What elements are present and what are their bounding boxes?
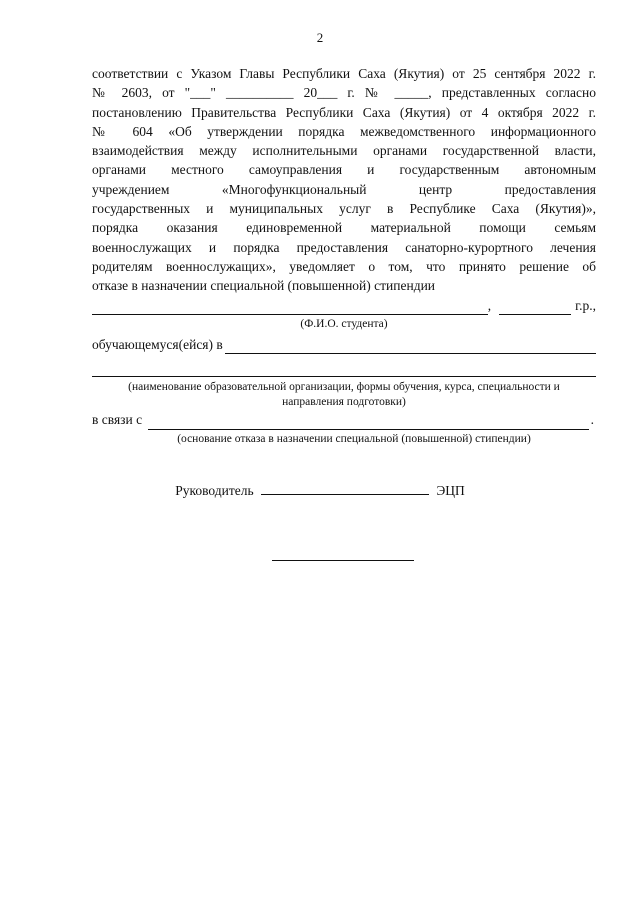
notice-paragraph [92, 64, 596, 296]
birth-year-suffix: г.р., [575, 297, 596, 313]
signature-block [0, 480, 640, 499]
institution-field[interactable] [225, 339, 596, 354]
page-number: 2 [316, 30, 324, 45]
signatory-title: Руководитель [175, 483, 254, 498]
reason-caption: (основание отказа в назначении специальной (повышенной) стипендии) [177, 432, 531, 445]
institution-row [92, 335, 596, 354]
paragraph-last-line: отказе в назначении специальной (повышенной) стипендии [92, 278, 436, 294]
paragraph-line: органами местного самоуправления и государственным автономным [92, 162, 596, 178]
institution-caption-line: (наименование образовательной организации, формы обучения, курса, специальности и [128, 381, 560, 394]
letter-body [92, 64, 596, 447]
paragraph-line: военнослужащих и порядка предоставления санаторно-курортного лечения [92, 239, 596, 255]
institution-row-2 [92, 358, 596, 377]
paragraph-line: учреждением «Многофункциональный центр предоставления [92, 181, 596, 197]
paragraph-line: родителям военнослужащих», уведомляет о том, что принято решение об [92, 258, 596, 274]
reason-date-field[interactable] [148, 415, 240, 430]
reason-period: . [590, 412, 594, 428]
reason-row [92, 410, 596, 429]
paragraph-line: государственных и муниципальных услуг в Республике Саха (Якутия)», [92, 201, 596, 217]
student-name-row [92, 296, 596, 315]
reason-field[interactable] [240, 415, 589, 430]
paragraph-line: постановлению Правительства Республики Саха (Якутия) от 4 октября 2022 г. [92, 104, 596, 120]
paragraph-line: соответствии с Указом Главы Республики Саха (Якутия) от 25 сентября 2022 г. [92, 66, 596, 81]
reason-label: в связи с [92, 412, 143, 428]
comma: , [487, 297, 492, 313]
paragraph-line: № 2603, от "___" __________ 20___ г. № _____, представленных согласно [92, 85, 596, 101]
digital-signature-mark: ЭЦП [436, 483, 465, 498]
birth-year-field[interactable] [499, 300, 571, 315]
paragraph-line: № 604 «Об утверждении порядка межведомственного информационного [92, 123, 596, 139]
institution-field-continued[interactable] [92, 362, 596, 377]
student-name-caption: (Ф.И.О. студента) [300, 317, 388, 330]
institution-caption [92, 380, 596, 410]
closing-divider [272, 560, 414, 561]
institution-caption-line: направления подготовки) [282, 396, 406, 409]
paragraph-line: взаимодействия между исполнительными органами государственной власти, [92, 143, 596, 159]
signature-field[interactable] [261, 480, 429, 495]
paragraph-line: порядка оказания единовременной материальной помощи семьям [92, 220, 596, 236]
student-label: обучающемуся(ейся) в [92, 336, 223, 352]
student-name-field[interactable] [92, 300, 488, 315]
